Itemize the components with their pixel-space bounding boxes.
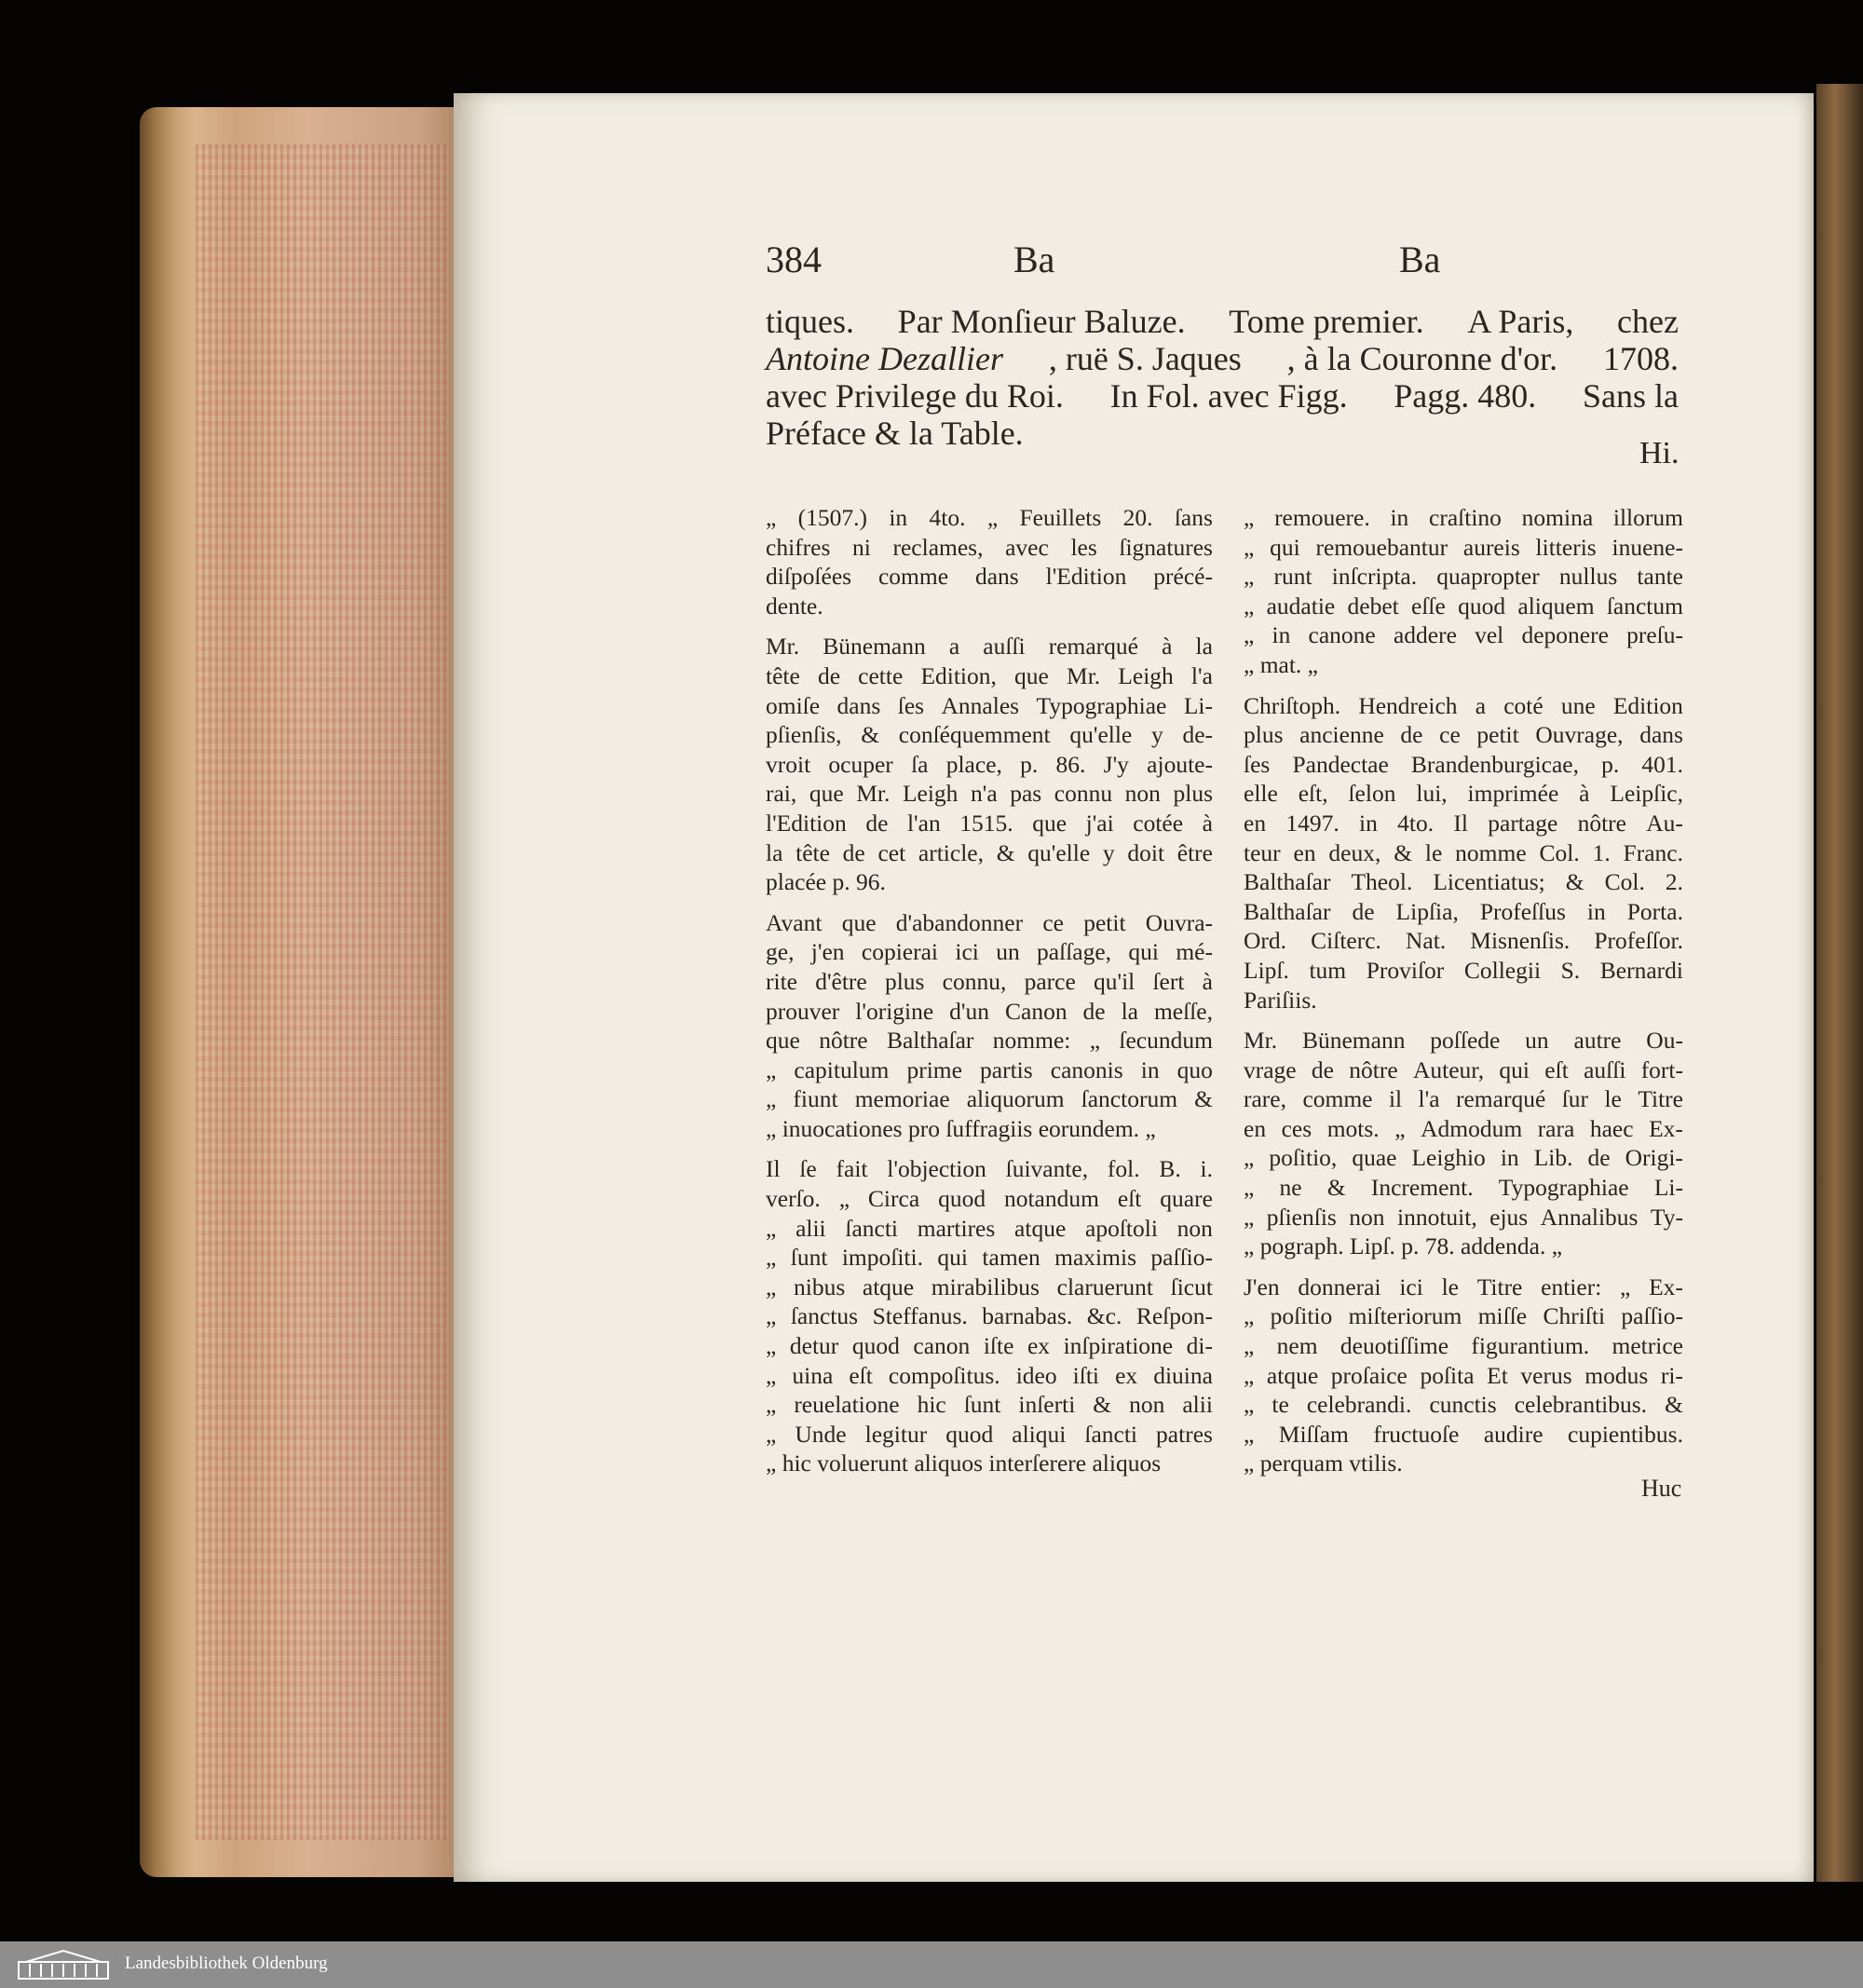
title-text: , ruë S. Jaques xyxy=(1048,340,1242,377)
paragraph xyxy=(1244,503,1683,680)
title-line xyxy=(766,303,1679,340)
right-column-line: „ runt inſcripta. quapropter nullus tante xyxy=(1244,563,1683,591)
right-column-line: elle eſt, ſelon lui, imprimée à Leipſic, xyxy=(1244,780,1683,808)
running-head-left: Ba xyxy=(1013,238,1055,280)
paragraph xyxy=(1244,1026,1683,1261)
right-column-line: J'en donnerai ici le Titre entier: „ Ex- xyxy=(1244,1273,1683,1300)
page-block-edge xyxy=(140,107,461,1877)
facing-page-edge xyxy=(1816,84,1863,1882)
right-column-line: Pariſiis. xyxy=(1244,986,1317,1014)
left-column-line: „ detur quod canon iſte ex inſpiratione di- xyxy=(766,1332,1213,1360)
left-column-line: placée p. 96. xyxy=(766,868,886,896)
title-line xyxy=(766,415,1679,452)
right-column-line: Mr. Bünemann poſſede un autre Ou- xyxy=(1244,1027,1683,1055)
right-column-line: „ te celebrandi. cunctis celebrantibus. & xyxy=(1244,1391,1683,1419)
title-text: Préface & la Table. xyxy=(766,415,1024,452)
right-column-line: „ poſitio, quae Leighio in Lib. de Origi- xyxy=(1244,1144,1683,1172)
left-column-line: prouver l'origine d'un Canon de la meſſe, xyxy=(766,997,1213,1025)
library-footer xyxy=(0,1941,1863,1988)
bottom-catchword: Huc xyxy=(1641,1475,1682,1502)
entry-title xyxy=(766,303,1679,452)
left-column-line: chifres ni reclames, avec les ſignatures xyxy=(766,533,1213,561)
right-column-line: „ atque proſaice poſita Et verus modus ri- xyxy=(1244,1361,1683,1389)
left-column-line: diſpoſées comme dans l'Edition précé- xyxy=(766,563,1213,591)
page-number: 384 xyxy=(766,238,822,280)
left-column-line: „ alii ſancti martires atque apoſtoli non xyxy=(766,1214,1213,1242)
left-column-line: tête de cette Edition, que Mr. Leigh l'a xyxy=(766,661,1213,689)
right-column-line: rare, comme il l'a remarqué ſur le Titre xyxy=(1244,1085,1683,1113)
title-text: 1708. xyxy=(1602,340,1679,377)
right-column-line: „ pſienſis non innotuit, ejus Annalibus Ty- xyxy=(1244,1203,1683,1231)
left-column-line: dente. xyxy=(766,592,823,620)
title-text: Sans la xyxy=(1582,377,1679,415)
right-column-line: Lipſ. tum Proviſor Collegii S. Bernardi xyxy=(1244,956,1683,984)
library-name: Landesbibliothek Oldenburg xyxy=(125,1954,328,1973)
left-column-line: que nôtre Balthaſar nomme: „ ſecundum xyxy=(766,1027,1213,1055)
left-column-line: Il ſe fait l'objection ſuivante, fol. B. i. xyxy=(766,1155,1213,1183)
title-text: tiques. xyxy=(766,303,854,340)
left-column-line: pſienſis, & conſéquemment qu'elle y de- xyxy=(766,721,1213,749)
left-column-line: „ Unde legitur quod aliqui ſancti patres xyxy=(766,1420,1213,1448)
title-text: In Fol. avec Figg. xyxy=(1109,377,1348,415)
left-column-line: rite d'être plus connu, parce qu'il ſert à xyxy=(766,967,1213,995)
right-column-line: „ remouere. in craſtino nomina illorum xyxy=(1244,504,1683,531)
left-column-line: „ nibus atque mirabilibus claruerunt ſicut xyxy=(766,1273,1213,1300)
right-column-line: „ pograph. Lipſ. p. 78. addenda. „ xyxy=(1244,1232,1563,1260)
right-column-line: „ audatie debet eſſe quod aliquem ſanctum xyxy=(1244,592,1683,620)
right-column xyxy=(1244,503,1683,1478)
left-column-line: „ fiunt memoriae aliquorum ſanctorum & xyxy=(766,1085,1213,1113)
right-column-line: Ord. Ciſterc. Nat. Misnenſis. Profeſſor. xyxy=(1244,927,1683,955)
paragraph xyxy=(766,908,1213,1144)
title-text: , à la Couronne d'or. xyxy=(1286,340,1558,377)
left-column-line: rai, que Mr. Leigh n'a pas connu non plus xyxy=(766,780,1213,808)
left-column xyxy=(766,503,1213,1478)
left-column-line: Mr. Bünemann a auſſi remarqué à la xyxy=(766,633,1213,660)
title-catchword: Hi. xyxy=(1639,436,1679,470)
title-text: chez xyxy=(1617,303,1679,340)
right-column-line: „ ne & Increment. Typographiae Li- xyxy=(1244,1174,1683,1202)
paragraph xyxy=(766,632,1213,896)
left-column-line: „ uina eſt compoſitus. ideo iſti ex diuina xyxy=(766,1361,1213,1389)
right-column-line: ſes Pandectae Brandenburgicae, p. 401. xyxy=(1244,750,1683,778)
paragraph xyxy=(766,1154,1213,1478)
right-column-line: „ Miſſam fructuoſe audire cupientibus. xyxy=(1244,1420,1683,1448)
left-column-line: „ capitulum prime partis canonis in quo xyxy=(766,1055,1213,1083)
paragraph xyxy=(1244,1273,1683,1478)
title-line xyxy=(766,377,1679,415)
right-column-line: Balthaſar Theol. Licentiatus; & Col. 2. xyxy=(1244,868,1683,896)
left-column-line: l'Edition de l'an 1515. que j'ai cotée à xyxy=(766,809,1213,837)
left-column-line: verſo. „ Circa quod notandum eſt quare xyxy=(766,1185,1213,1213)
right-column-line: vrage de nôtre Auteur, qui eſt auſſi fort- xyxy=(1244,1055,1683,1083)
left-column-line: „ ſunt impoſiti. qui tamen maximis paſſio- xyxy=(766,1244,1213,1272)
title-text: avec Privilege du Roi. xyxy=(766,377,1064,415)
title-line xyxy=(766,340,1679,377)
paragraph xyxy=(766,503,1213,620)
right-column-line: Chriſtoph. Hendreich a coté une Edition xyxy=(1244,691,1683,719)
right-column-line: en 1497. in 4to. Il partage nôtre Au- xyxy=(1244,809,1683,837)
running-head-right: Ba xyxy=(1399,238,1441,280)
right-column-line: „ perquam vtilis. xyxy=(1244,1450,1403,1477)
left-column-line: „ reuelatione hic ſunt inſerti & non alii xyxy=(766,1391,1213,1419)
left-column-line: ge, j'en copierai ici un paſſage, qui mé- xyxy=(766,938,1213,966)
right-column-line: „ qui remouebantur aureis litteris inuene- xyxy=(1244,533,1683,561)
left-column-line: „ (1507.) in 4to. „ Feuillets 20. ſans xyxy=(766,504,1213,531)
title-text: A Paris, xyxy=(1467,303,1574,340)
paragraph xyxy=(1244,691,1683,1015)
right-column-line: plus ancienne de ce petit Ouvrage, dans xyxy=(1244,721,1683,749)
title-text: Pagg. 480. xyxy=(1394,377,1537,415)
right-column-line: Balthaſar de Lipſia, Profeſſus in Porta. xyxy=(1244,897,1683,925)
library-building-icon xyxy=(17,1949,110,1981)
right-column-line: en ces mots. „ Admodum rara haec Ex- xyxy=(1244,1114,1683,1142)
left-column-line: „ ſanctus Steffanus. barnabas. &c. Reſpon- xyxy=(766,1302,1213,1330)
right-column-line: teur en deux, & le nomme Col. 1. Franc. xyxy=(1244,838,1683,866)
left-column-line: omiſe dans ſes Annales Typographiae Li- xyxy=(766,691,1213,719)
title-text: Par Monſieur Baluze. xyxy=(897,303,1186,340)
title-text: Antoine Dezallier xyxy=(766,340,1003,377)
left-column-line: la tête de cet article, & qu'elle y doit être xyxy=(766,838,1213,866)
title-text: Tome premier. xyxy=(1229,303,1424,340)
left-column-line: „ inuocationes pro ſuffragiis eorundem. „ xyxy=(766,1114,1156,1142)
right-column-line: „ in canone addere vel deponere preſu- xyxy=(1244,621,1683,649)
left-column-line: „ hic voluerunt aliquos interſerere aliquos xyxy=(766,1450,1162,1477)
left-column-line: vroit ocuper ſa place, p. 86. J'y ajoute- xyxy=(766,750,1213,778)
left-column-line: Avant que d'abandonner ce petit Ouvra- xyxy=(766,908,1213,936)
right-column-line: „ poſitio miſteriorum miſſe Chriſti paſſio- xyxy=(1244,1302,1683,1330)
right-column-line: „ mat. „ xyxy=(1244,650,1318,678)
right-column-line: „ nem deuotiſſime figurantium. metrice xyxy=(1244,1332,1683,1360)
